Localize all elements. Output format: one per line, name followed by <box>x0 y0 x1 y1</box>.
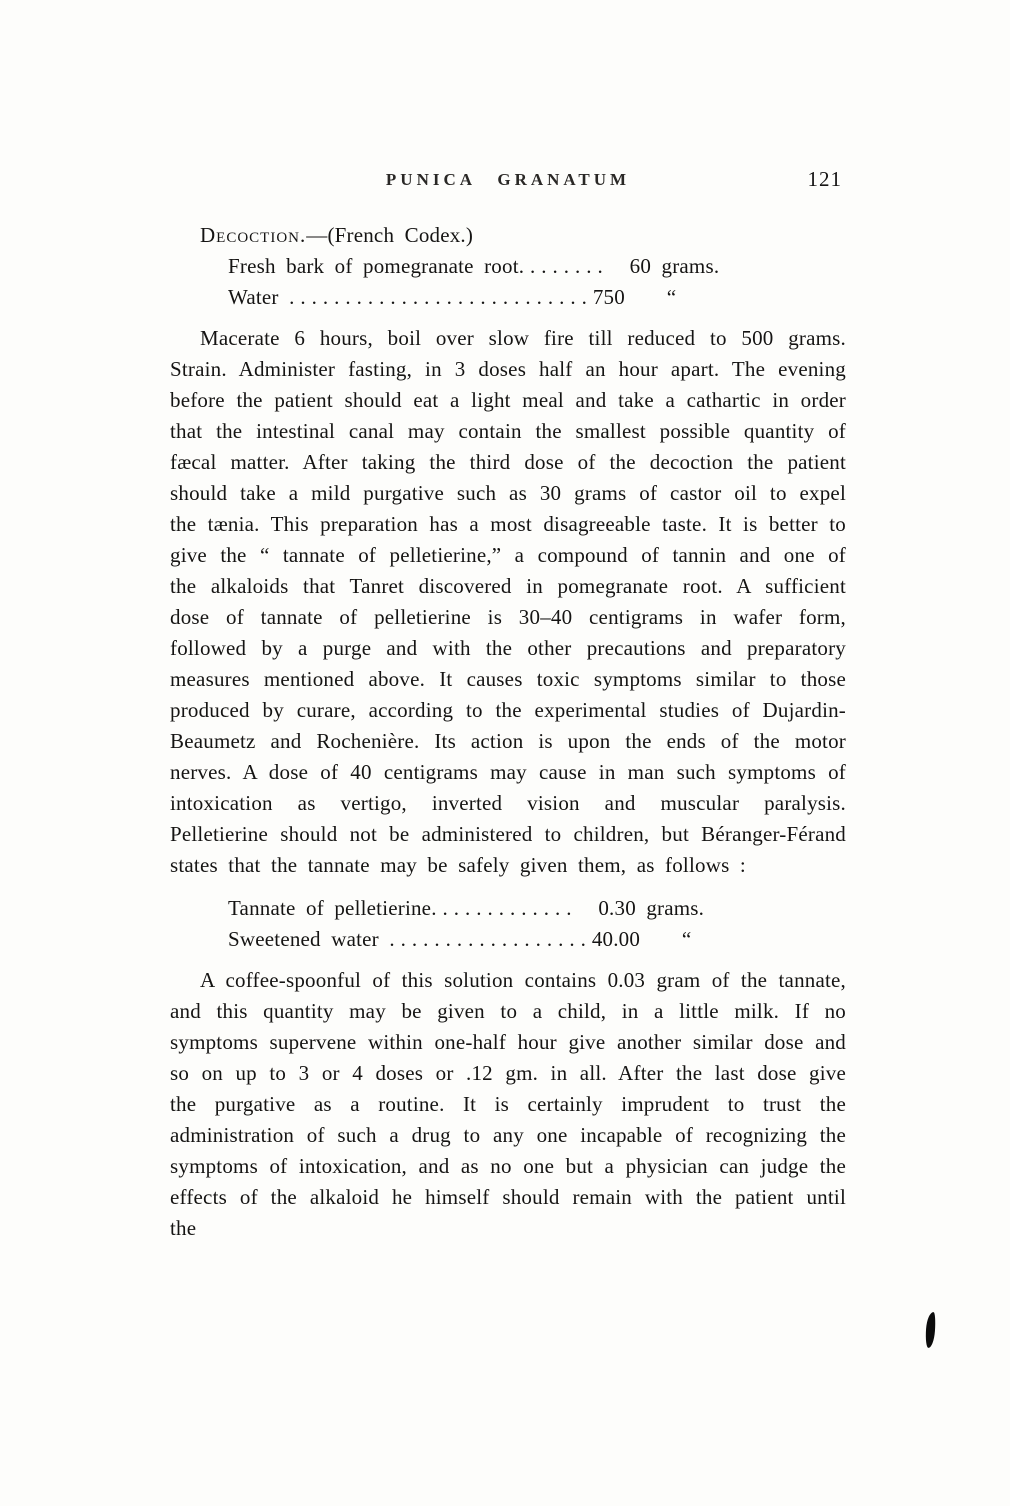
ingredient-name: Water <box>228 285 290 309</box>
ingredient-ditto-mark: “ <box>640 927 692 951</box>
recipe-table-decoction <box>228 251 846 313</box>
body-paragraph-2: A coffee-spoonful of this solution contains 0.03 gram of the tannate, and this quantity may be given to a child, in a little milk. If no symptoms supervene within one-half hour give another similar dose and so on up to 3 or 4 doses or .12 gm. in all. After the last dose give the purgative as a routine. It is certainly imprudent to trust the administration of such a drug to any one incapable of recognizing the symptoms of intoxication, and as no one but a physician can judge the effects of the alkaloid he himself should remain with the patient until the <box>170 968 846 1240</box>
recipe-table-tannate <box>228 893 846 955</box>
page-content <box>170 220 846 1256</box>
ingredient-amount: 40.00 <box>591 927 641 951</box>
ingredient-unit: grams. <box>635 896 705 920</box>
ingredient-amount: 750 <box>592 285 625 309</box>
recipe-line <box>228 924 846 955</box>
ingredient-ditto-mark: “ <box>624 285 677 309</box>
ingredient-amount: 60 <box>608 254 652 278</box>
dot-leader: ........................... <box>289 285 593 309</box>
ingredient-name: Sweetened water <box>228 927 390 951</box>
recipe-line <box>228 282 846 313</box>
print-artifact <box>925 1312 936 1349</box>
ingredient-amount: 0.30 <box>577 896 636 920</box>
dot-leader: .................. <box>389 927 592 951</box>
ingredient-name: Fresh bark of pomegranate root <box>228 254 519 278</box>
dot-leader: ........ <box>518 254 609 278</box>
ingredient-name: Tannate of pelletierine <box>228 896 432 920</box>
section-heading-rest: —(French Codex.) <box>306 223 474 247</box>
running-header-title: PUNICA GRANATUM <box>385 170 631 189</box>
body-paragraph-1: Macerate 6 hours, boil over slow fire till reduced to 500 grams. Strain. Administer fasting, in 3 doses half an hour apart. The evening before the patient should eat a light meal and take a cathartic in order that the intestinal canal may contain the smallest possible quantity of fæcal matter. After taking the third dose of the decoction the patient should take a mild purgative such as 30 grams of castor oil to expel the tænia. This preparation has a most disagreeable taste. It is better to give the “ tannate of pelletierine,” a compound of tannin and one of the alkaloids that Tanret discovered in pomegranate root. A sufficient dose of tannate of pelletierine is 30–40 centigrams in wafer form, followed by a purge and with the other precautions and preparatory measures mentioned above. It causes toxic symptoms similar to those produced by curare, according to the experimental studies of Dujardin-Beaumetz and Rochenière. Its action is upon the ends of the motor nerves. A dose of 40 centigrams may cause in man such symptoms of intoxication as vertigo, inverted vision and muscular paralysis. Pelletierine should not be administered to children, but Béranger-Férand states that the tannate may be safely given them, as follows : <box>170 326 846 877</box>
section-heading-lead: Decoction. <box>200 223 307 247</box>
section-heading <box>170 220 846 251</box>
dot-leader: ............. <box>431 896 578 920</box>
recipe-line <box>228 251 846 282</box>
recipe-line <box>228 893 846 924</box>
page-number: 121 <box>807 167 842 191</box>
ingredient-unit: grams. <box>651 254 720 278</box>
page-header <box>170 167 846 198</box>
